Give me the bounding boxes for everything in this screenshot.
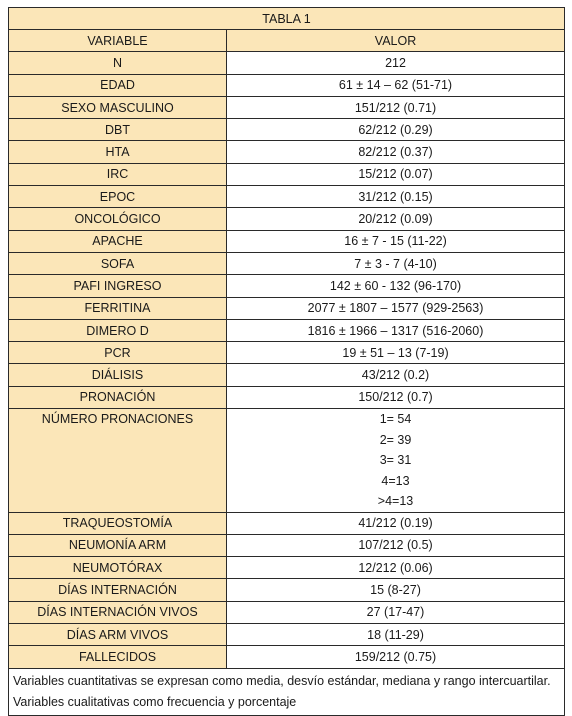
valor-cell: 18 (11-29) <box>227 624 565 646</box>
variable-cell: DÍAS ARM VIVOS <box>9 624 227 646</box>
pronaciones-value: 3= 31 <box>379 453 412 468</box>
footnote-row <box>9 668 565 715</box>
valor-cell: 7 ± 3 - 7 (4-10) <box>227 252 565 274</box>
variable-cell: EPOC <box>9 186 227 208</box>
variable-cell: N <box>9 52 227 74</box>
table-row-pronaciones <box>9 409 565 513</box>
valor-cell: 151/212 (0.71) <box>227 96 565 118</box>
table-row <box>9 557 565 579</box>
table-row <box>9 512 565 534</box>
variable-cell: NEUMONÍA ARM <box>9 534 227 556</box>
variable-cell: IRC <box>9 163 227 185</box>
table-header-row <box>9 30 565 52</box>
variable-cell: DBT <box>9 119 227 141</box>
table-row <box>9 275 565 297</box>
variable-cell: DIÁLISIS <box>9 364 227 386</box>
table-title: TABLA 1 <box>9 8 565 30</box>
table-row <box>9 141 565 163</box>
variable-cell: EDAD <box>9 74 227 96</box>
variable-cell: DÍAS INTERNACIÓN <box>9 579 227 601</box>
pronaciones-value: 4=13 <box>381 473 410 488</box>
table-row <box>9 624 565 646</box>
valor-cell: 27 (17-47) <box>227 601 565 623</box>
table-footnote: Variables cuantitativas se expresan como media, desvío estándar, mediana y rango intercuartilar. Variables cualitativas como frecuencia y porcentaje <box>9 668 565 715</box>
valor-cell: 15 (8-27) <box>227 579 565 601</box>
pronaciones-value: 1= 54 <box>379 412 412 427</box>
table-row <box>9 297 565 319</box>
table-row <box>9 386 565 408</box>
table-row <box>9 163 565 185</box>
table-row <box>9 646 565 668</box>
valor-cell: 15/212 (0.07) <box>227 163 565 185</box>
table-row <box>9 74 565 96</box>
header-variable: VARIABLE <box>9 30 227 52</box>
valor-cell: 107/212 (0.5) <box>227 534 565 556</box>
pronaciones-value: 2= 39 <box>379 432 412 447</box>
variable-cell: HTA <box>9 141 227 163</box>
variable-cell: APACHE <box>9 230 227 252</box>
table-row <box>9 119 565 141</box>
valor-cell: 159/212 (0.75) <box>227 646 565 668</box>
table-row <box>9 230 565 252</box>
valor-cell-multiline <box>227 409 565 513</box>
table-row <box>9 534 565 556</box>
table-row <box>9 96 565 118</box>
valor-cell: 61 ± 14 – 62 (51-71) <box>227 74 565 96</box>
valor-cell: 43/212 (0.2) <box>227 364 565 386</box>
data-table <box>8 7 565 716</box>
variable-cell: PCR <box>9 342 227 364</box>
variable-cell: SOFA <box>9 252 227 274</box>
table-row <box>9 52 565 74</box>
variable-cell: DIMERO D <box>9 319 227 341</box>
table-row <box>9 579 565 601</box>
table-row <box>9 364 565 386</box>
valor-cell: 16 ± 7 - 15 (11-22) <box>227 230 565 252</box>
table-row <box>9 342 565 364</box>
variable-cell: FERRITINA <box>9 297 227 319</box>
table-title-row <box>9 8 565 30</box>
variable-cell: NEUMOTÓRAX <box>9 557 227 579</box>
table-row <box>9 186 565 208</box>
valor-cell: 142 ± 60 - 132 (96-170) <box>227 275 565 297</box>
table-row <box>9 601 565 623</box>
variable-cell: DÍAS INTERNACIÓN VIVOS <box>9 601 227 623</box>
variable-cell: TRAQUEOSTOMÍA <box>9 512 227 534</box>
valor-cell: 62/212 (0.29) <box>227 119 565 141</box>
table-body <box>9 8 565 716</box>
valor-cell: 20/212 (0.09) <box>227 208 565 230</box>
table-row <box>9 252 565 274</box>
valor-cell: 82/212 (0.37) <box>227 141 565 163</box>
pronaciones-value: >4=13 <box>377 494 414 509</box>
valor-cell: 41/212 (0.19) <box>227 512 565 534</box>
valor-cell: 2077 ± 1807 – 1577 (929-2563) <box>227 297 565 319</box>
header-valor: VALOR <box>227 30 565 52</box>
variable-cell: PAFI INGRESO <box>9 275 227 297</box>
variable-cell: FALLECIDOS <box>9 646 227 668</box>
valor-cell: 31/212 (0.15) <box>227 186 565 208</box>
table-row <box>9 319 565 341</box>
variable-cell: NÚMERO PRONACIONES <box>9 409 227 513</box>
table-row <box>9 208 565 230</box>
valor-cell: 150/212 (0.7) <box>227 386 565 408</box>
valor-cell: 1816 ± 1966 – 1317 (516-2060) <box>227 319 565 341</box>
valor-cell: 19 ± 51 – 13 (7-19) <box>227 342 565 364</box>
variable-cell: PRONACIÓN <box>9 386 227 408</box>
valor-cell: 212 <box>227 52 565 74</box>
table-container <box>8 7 564 716</box>
variable-cell: SEXO MASCULINO <box>9 96 227 118</box>
valor-cell: 12/212 (0.06) <box>227 557 565 579</box>
variable-cell: ONCOLÓGICO <box>9 208 227 230</box>
